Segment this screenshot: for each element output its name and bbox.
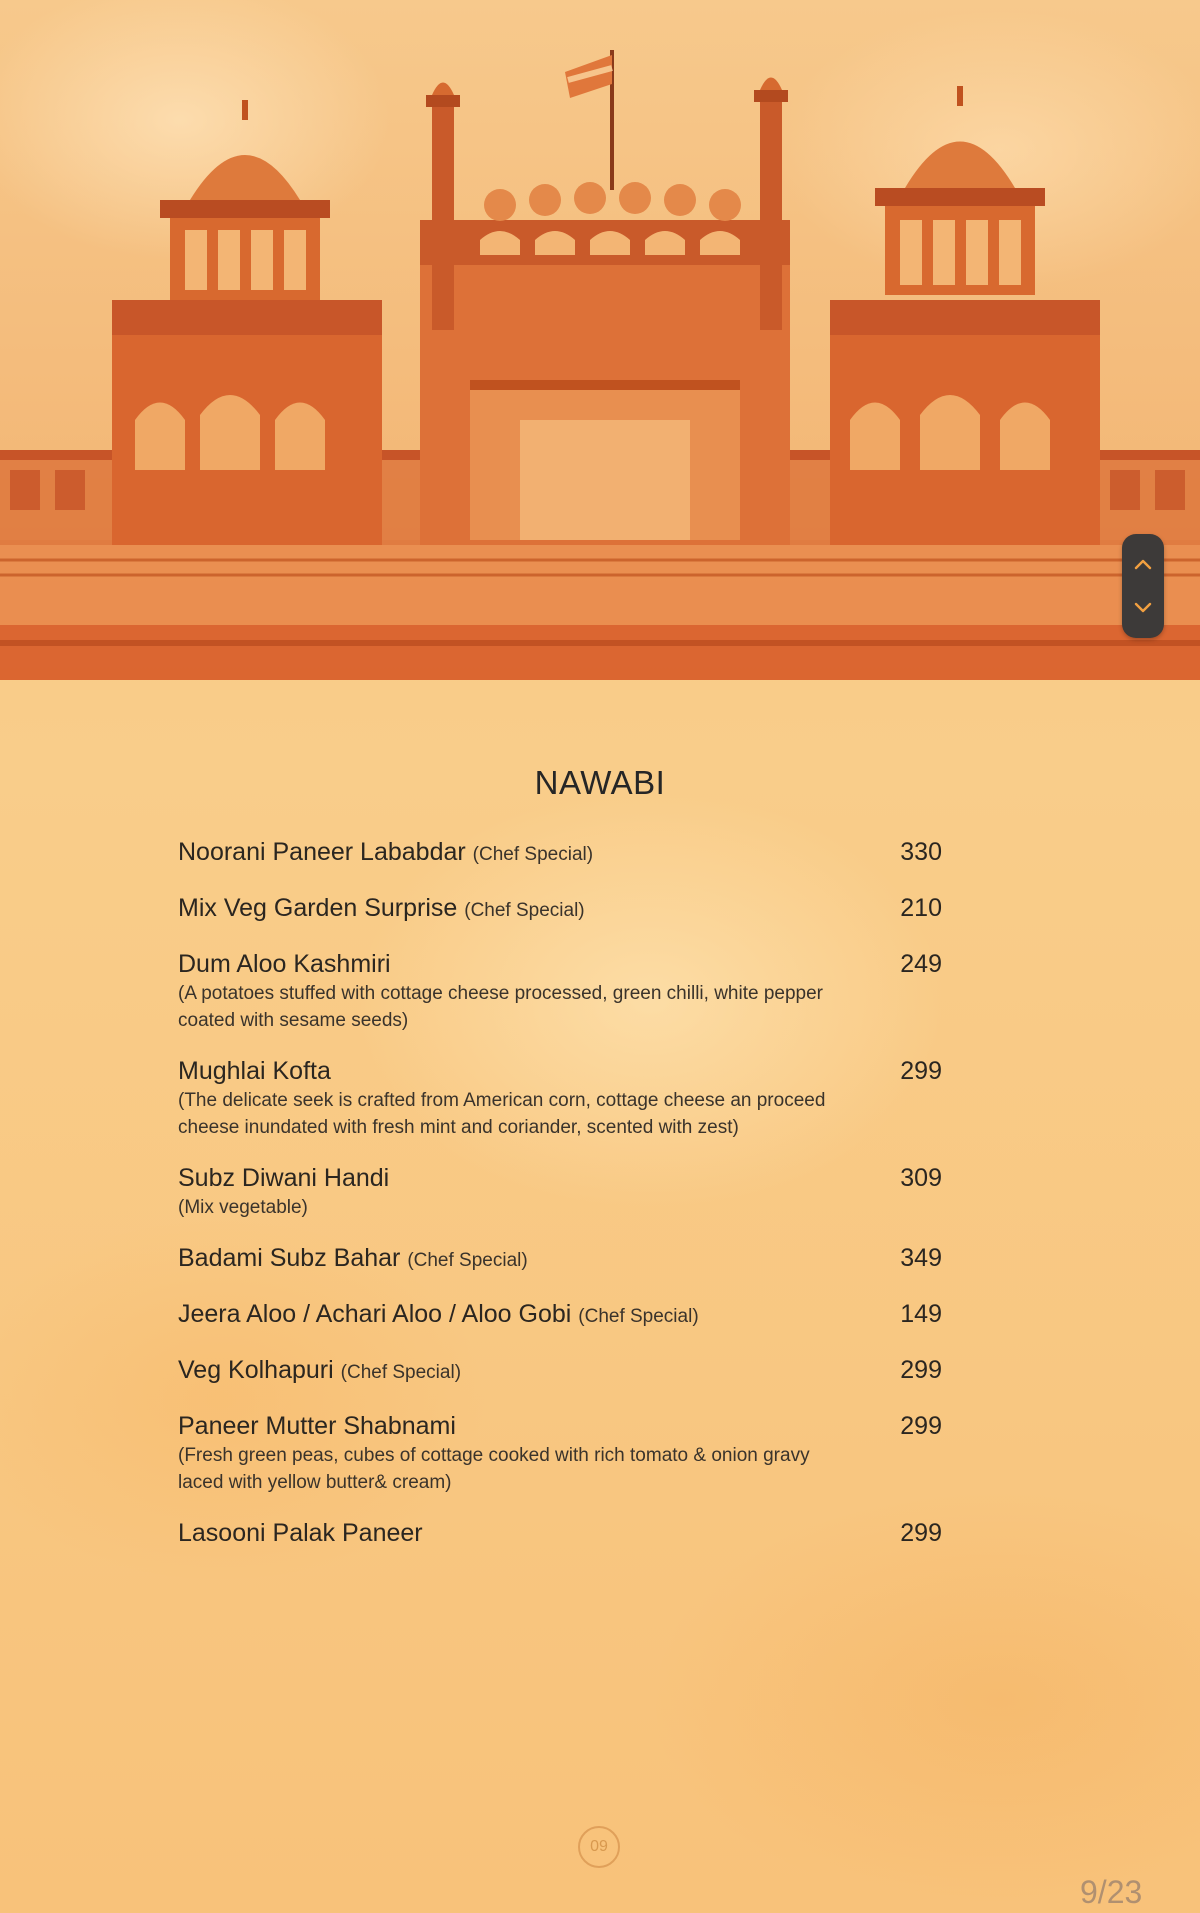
page-counter: 9/23: [1080, 1874, 1143, 1910]
item-price: 299: [900, 1412, 942, 1440]
item-name: Jeera Aloo / Achari Aloo / Aloo Gobi: [178, 1300, 572, 1328]
menu-item[interactable]: [178, 1162, 942, 1221]
item-price: 299: [900, 1519, 942, 1547]
item-note: (Chef Special): [340, 1362, 462, 1383]
scroll-up-button[interactable]: [1122, 542, 1164, 586]
menu-list: [178, 836, 942, 1570]
item-description: (Fresh green peas, cubes of cottage cooked with rich tomato & onion gravy laced with yellow butter& cream): [178, 1445, 810, 1493]
item-price: 309: [900, 1164, 942, 1192]
chevron-up-icon: [1134, 558, 1152, 570]
item-name: Lasooni Palak Paneer: [178, 1519, 423, 1547]
item-price: 249: [900, 950, 942, 978]
item-name: Paneer Mutter Shabnami: [178, 1412, 456, 1440]
item-name: Dum Aloo Kashmiri: [178, 950, 391, 978]
item-name: Badami Subz Bahar: [178, 1244, 401, 1272]
page-scroll-control: [1122, 534, 1164, 638]
item-name: Mughlai Kofta: [178, 1057, 331, 1085]
item-price: 299: [900, 1356, 942, 1384]
item-description: (Mix vegetable): [178, 1197, 308, 1218]
scroll-down-button[interactable]: [1122, 586, 1164, 630]
item-name: Mix Veg Garden Surprise: [178, 894, 458, 922]
item-note: (Chef Special): [407, 1250, 528, 1271]
menu-item[interactable]: [178, 1517, 942, 1549]
item-description: (The delicate seek is crafted from American corn, cottage cheese an proceed cheese inundated with fresh mint and coriander, scented with zest): [178, 1090, 826, 1138]
menu-item[interactable]: [178, 1242, 942, 1277]
item-price: 330: [900, 838, 942, 866]
chevron-down-icon: [1134, 602, 1152, 614]
red-fort-drawing: [0, 0, 1200, 680]
item-name: Noorani Paneer Lababdar: [178, 838, 466, 866]
item-price: 149: [900, 1300, 942, 1328]
fort-illustration: [0, 0, 1200, 680]
menu-item[interactable]: [178, 1410, 942, 1496]
item-price: 210: [900, 894, 942, 922]
menu-item[interactable]: [178, 892, 942, 927]
section-title: NAWABI: [534, 764, 666, 801]
menu-item[interactable]: [178, 836, 942, 871]
menu-item[interactable]: [178, 1354, 942, 1389]
menu-item[interactable]: [178, 1298, 942, 1333]
menu-item[interactable]: [178, 1055, 942, 1141]
item-name: Veg Kolhapuri: [178, 1356, 334, 1384]
item-price: 349: [900, 1244, 942, 1272]
item-name: Subz Diwani Handi: [178, 1164, 390, 1192]
page-number-badge: 09: [578, 1826, 620, 1868]
item-description: (A potatoes stuffed with cottage cheese processed, green chilli, white pepper coated with sesame seeds): [178, 983, 823, 1031]
item-note: (Chef Special): [578, 1306, 699, 1327]
item-price: 299: [900, 1057, 942, 1085]
menu-item[interactable]: [178, 948, 942, 1034]
item-note: (Chef Special): [464, 900, 585, 921]
item-note: (Chef Special): [472, 844, 594, 865]
